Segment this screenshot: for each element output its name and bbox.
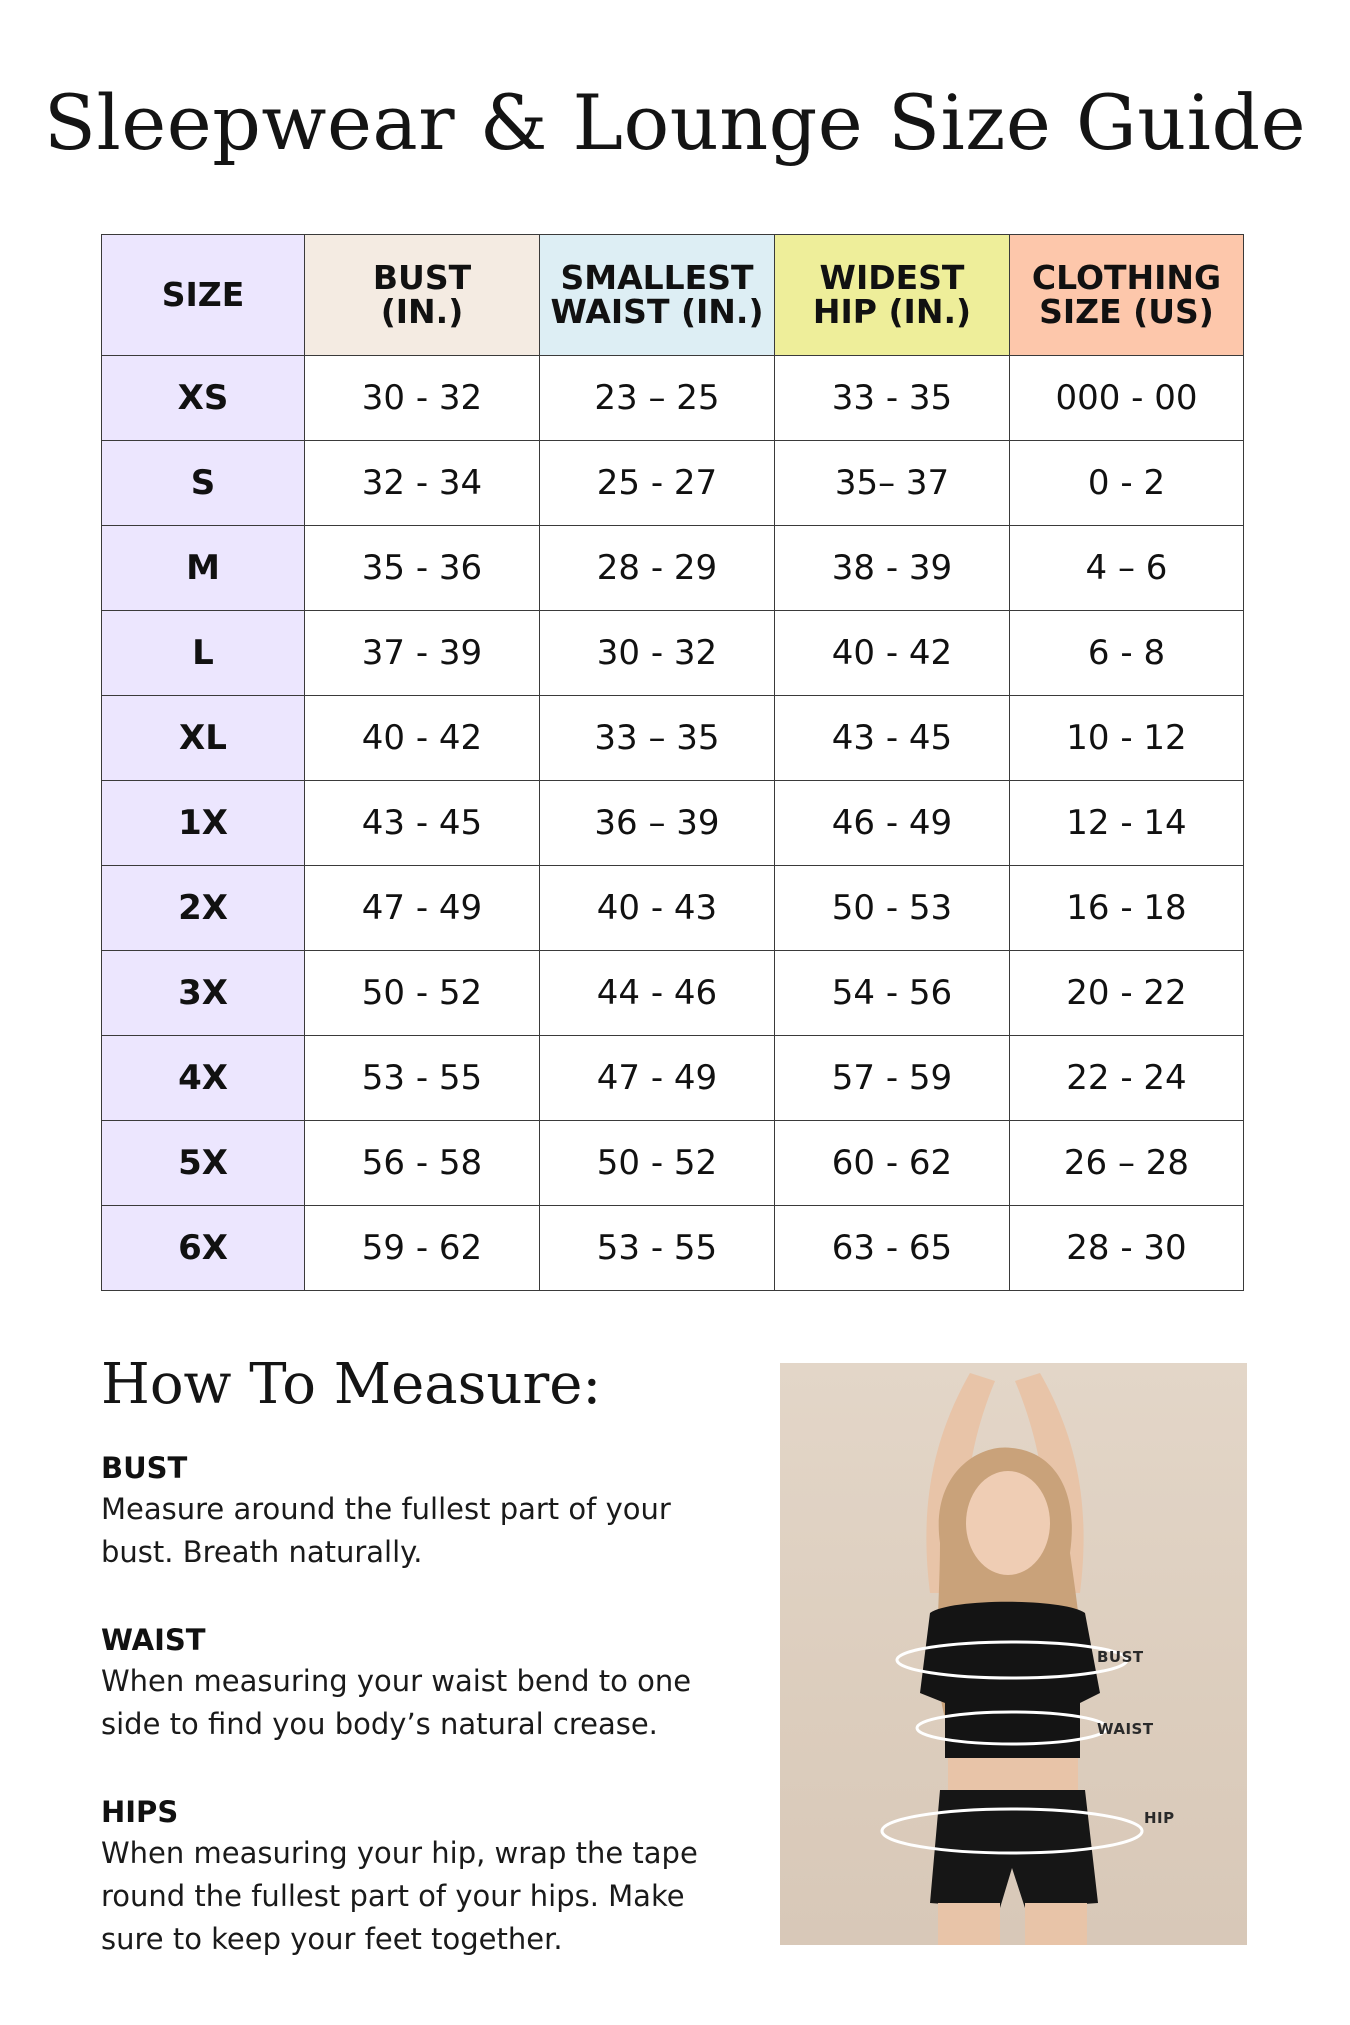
cell-hip: 43 - 45: [775, 696, 1010, 781]
cell-clothing-size: 000 - 00: [1010, 356, 1244, 441]
waist-text: When measuring your waist bend to one side to find you body’s natural crease.: [101, 1664, 692, 1741]
cell-hip: 46 - 49: [775, 781, 1010, 866]
cell-waist: 47 - 49: [540, 1036, 775, 1121]
table-row: [102, 611, 1244, 696]
cell-clothing-size: 6 - 8: [1010, 611, 1244, 696]
table-row: [102, 1036, 1244, 1121]
header-clothing-size: CLOTHING SIZE (US): [1010, 235, 1244, 356]
cell-hip: 33 - 35: [775, 356, 1010, 441]
cell-waist: 44 - 46: [540, 951, 775, 1036]
cell-bust: 30 - 32: [305, 356, 540, 441]
header-bust: BUST (IN.): [305, 235, 540, 356]
cell-waist: 33 – 35: [540, 696, 775, 781]
cell-waist: 40 - 43: [540, 866, 775, 951]
cell-size: 6X: [102, 1206, 305, 1291]
cell-clothing-size: 28 - 30: [1010, 1206, 1244, 1291]
cell-hip: 60 - 62: [775, 1121, 1010, 1206]
header-waist: SMALLEST WAIST (IN.): [540, 235, 775, 356]
photo-label-waist: WAIST: [1097, 1720, 1154, 1738]
table-row: [102, 1121, 1244, 1206]
cell-waist: 23 – 25: [540, 356, 775, 441]
cell-size: XS: [102, 356, 305, 441]
cell-bust: 56 - 58: [305, 1121, 540, 1206]
cell-bust: 37 - 39: [305, 611, 540, 696]
cell-clothing-size: 12 - 14: [1010, 781, 1244, 866]
cell-bust: 50 - 52: [305, 951, 540, 1036]
model-illustration: [780, 1363, 1247, 1945]
cell-waist: 28 - 29: [540, 526, 775, 611]
cell-size: M: [102, 526, 305, 611]
table-row: [102, 526, 1244, 611]
hips-heading: HIPS: [101, 1795, 179, 1829]
table-header-row: [102, 235, 1244, 356]
cell-size: 1X: [102, 781, 305, 866]
cell-clothing-size: 26 – 28: [1010, 1121, 1244, 1206]
cell-bust: 40 - 42: [305, 696, 540, 781]
waist-instructions: [101, 1622, 741, 1746]
cell-hip: 57 - 59: [775, 1036, 1010, 1121]
cell-bust: 43 - 45: [305, 781, 540, 866]
cell-clothing-size: 16 - 18: [1010, 866, 1244, 951]
table-row: [102, 356, 1244, 441]
cell-hip: 63 - 65: [775, 1206, 1010, 1291]
table-row: [102, 1206, 1244, 1291]
cell-size: 4X: [102, 1036, 305, 1121]
table-row: [102, 866, 1244, 951]
hips-instructions: [101, 1794, 741, 1961]
table-row: [102, 441, 1244, 526]
cell-size: 3X: [102, 951, 305, 1036]
cell-waist: 36 – 39: [540, 781, 775, 866]
model-photo: [780, 1363, 1247, 1945]
cell-waist: 53 - 55: [540, 1206, 775, 1291]
bust-instructions: [101, 1450, 741, 1574]
how-to-measure-title: How To Measure:: [101, 1352, 602, 1417]
cell-bust: 59 - 62: [305, 1206, 540, 1291]
cell-bust: 47 - 49: [305, 866, 540, 951]
bust-heading: BUST: [101, 1451, 188, 1485]
cell-size: XL: [102, 696, 305, 781]
cell-bust: 32 - 34: [305, 441, 540, 526]
cell-clothing-size: 22 - 24: [1010, 1036, 1244, 1121]
photo-label-hip: HIP: [1144, 1809, 1175, 1827]
cell-clothing-size: 0 - 2: [1010, 441, 1244, 526]
cell-clothing-size: 4 – 6: [1010, 526, 1244, 611]
size-chart-table: [101, 234, 1244, 1291]
cell-hip: 35– 37: [775, 441, 1010, 526]
photo-label-bust: BUST: [1097, 1648, 1144, 1666]
cell-hip: 54 - 56: [775, 951, 1010, 1036]
header-hip: WIDEST HIP (IN.): [775, 235, 1010, 356]
cell-waist: 50 - 52: [540, 1121, 775, 1206]
cell-size: 5X: [102, 1121, 305, 1206]
table-body: [102, 356, 1244, 1291]
cell-hip: 40 - 42: [775, 611, 1010, 696]
cell-hip: 50 - 53: [775, 866, 1010, 951]
table-row: [102, 696, 1244, 781]
cell-bust: 35 - 36: [305, 526, 540, 611]
table-row: [102, 781, 1244, 866]
waist-heading: WAIST: [101, 1623, 206, 1657]
table-row: [102, 951, 1244, 1036]
cell-size: S: [102, 441, 305, 526]
cell-waist: 30 - 32: [540, 611, 775, 696]
hips-text: When measuring your hip, wrap the tape round the fullest part of your hips. Make sure to keep your feet together.: [101, 1836, 698, 1956]
cell-bust: 53 - 55: [305, 1036, 540, 1121]
cell-waist: 25 - 27: [540, 441, 775, 526]
page-title: Sleepwear & Lounge Size Guide: [43, 78, 1307, 167]
cell-size: 2X: [102, 866, 305, 951]
header-size: SIZE: [102, 235, 305, 356]
bust-text: Measure around the fullest part of your bust. Breath naturally.: [101, 1492, 671, 1569]
cell-size: L: [102, 611, 305, 696]
cell-hip: 38 - 39: [775, 526, 1010, 611]
cell-clothing-size: 10 - 12: [1010, 696, 1244, 781]
cell-clothing-size: 20 - 22: [1010, 951, 1244, 1036]
